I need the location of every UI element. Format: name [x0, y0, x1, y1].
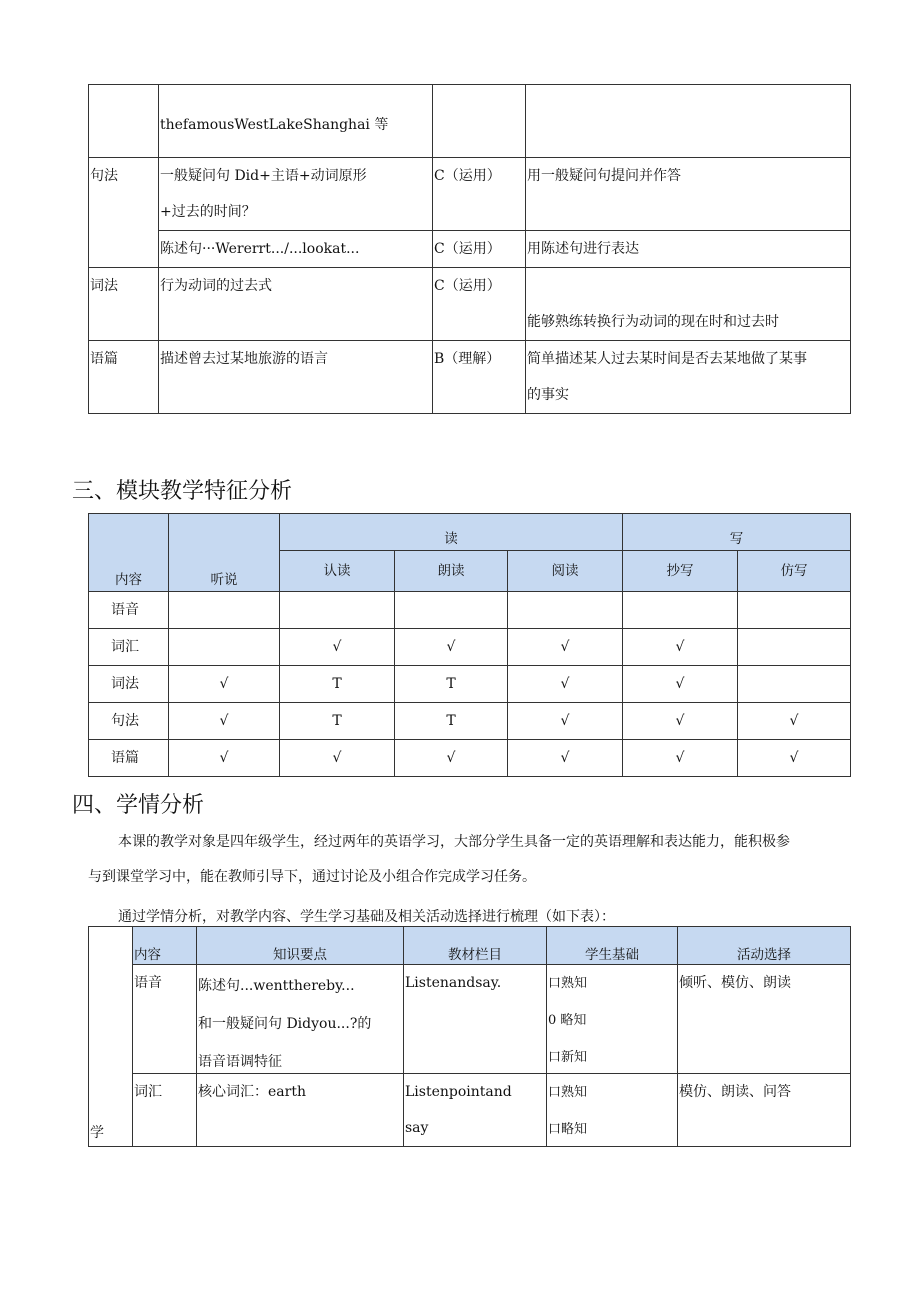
- table2-cell: T: [279, 702, 395, 740]
- section-4-title: 四、学情分析: [72, 793, 205, 818]
- table2-cell: √: [394, 739, 508, 777]
- table3-header: 内容: [132, 926, 197, 965]
- table1-cell: 描述曾去过某地旅游的语言: [158, 340, 433, 414]
- table2-cell: [168, 591, 280, 629]
- table3-cell: 词汇: [132, 1073, 197, 1147]
- table2-cell: √: [737, 739, 851, 777]
- table3-cell: 语音: [132, 964, 197, 1074]
- table1-cell: 语篇: [88, 340, 159, 414]
- table1-cell: C（运用）: [432, 267, 526, 341]
- paragraph: 本课的教学对象是四年级学生，经过两年的英语学习，大部分学生具备一定的英语理解和表达能力，能积极参: [118, 834, 790, 850]
- table2-cell: 语音: [88, 591, 169, 629]
- table2-cell: √: [279, 739, 395, 777]
- table2-cell: √: [394, 628, 508, 666]
- section-3-title: 三、模块教学特征分析: [72, 479, 293, 504]
- table1-cell: C（运用）: [432, 157, 526, 231]
- header-content: 内容: [88, 513, 169, 592]
- header-read: 读: [279, 513, 623, 551]
- table2-cell: 词汇: [88, 628, 169, 666]
- table1-cell: C（运用）: [432, 230, 526, 268]
- table1-cell: 用一般疑问句提问并作答: [525, 157, 851, 231]
- table3-header: 活动选择: [677, 926, 851, 965]
- table3-header: 知识要点: [196, 926, 404, 965]
- table3-cell: 倾听、模仿、朗读: [677, 964, 851, 1074]
- table2-cell: 语篇: [88, 739, 169, 777]
- table2-cell: [168, 628, 280, 666]
- table1-cell: [88, 84, 159, 158]
- table1-cell: 简单描述某人过去某时间是否去某地做了某事 的事实: [525, 340, 851, 414]
- table3-cell: 口熟知 口略知: [546, 1073, 678, 1147]
- table1-cell: 词法: [88, 267, 159, 341]
- table2-cell: √: [622, 628, 738, 666]
- header-sub: 仿写: [737, 550, 851, 592]
- table2-cell: √: [168, 702, 280, 740]
- header-sub: 朗读: [394, 550, 508, 592]
- table2-cell: √: [168, 665, 280, 703]
- side-label: 学: [88, 926, 133, 1147]
- table2-cell: [394, 591, 508, 629]
- table1-cell: B（理解）: [432, 340, 526, 414]
- table3-header: 教材栏目: [403, 926, 547, 965]
- table2-cell: √: [507, 665, 623, 703]
- table1-cell: 陈述句···Wererrt.../...lookat...: [158, 230, 433, 268]
- table1-cell: thefamousWestLakeShanghai 等: [158, 84, 433, 158]
- table2-cell: √: [507, 628, 623, 666]
- header-sub: 抄写: [622, 550, 738, 592]
- table2-cell: [279, 591, 395, 629]
- paragraph: 通过学情分析，对教学内容、学生学习基础及相关活动选择进行梳理（如下表）：: [118, 909, 615, 925]
- paragraph: 与到课堂学习中，能在教师引导下，通过讨论及小组合作完成学习任务。: [88, 869, 536, 885]
- table3-cell: 口熟知 0 略知 口新知: [546, 964, 678, 1074]
- table2-cell: √: [279, 628, 395, 666]
- table1-cell: 句法: [88, 157, 159, 268]
- table3-cell: Listenandsay.: [403, 964, 547, 1074]
- table3-cell: 陈述句...wentthereby... 和一般疑问句 Didyou...?的 语音语调特征: [196, 964, 404, 1074]
- header-listen: 听说: [168, 513, 280, 592]
- header-sub: 认读: [279, 550, 395, 592]
- header-sub: 阅读: [507, 550, 623, 592]
- table2-cell: √: [622, 702, 738, 740]
- table2-cell: T: [394, 702, 508, 740]
- table2-cell: [737, 628, 851, 666]
- table2-cell: √: [737, 702, 851, 740]
- table2-cell: √: [507, 702, 623, 740]
- table2-cell: 句法: [88, 702, 169, 740]
- header-write: 写: [622, 513, 851, 551]
- table3-cell: Listenpointand say: [403, 1073, 547, 1147]
- table1-cell: [525, 84, 851, 158]
- table2-cell: [737, 591, 851, 629]
- table2-cell: √: [622, 739, 738, 777]
- table1-cell: 能够熟练转换行为动词的现在时和过去时: [525, 267, 851, 341]
- table1-cell: 用陈述句进行表达: [525, 230, 851, 268]
- table2-cell: √: [622, 665, 738, 703]
- table3-header: 学生基础: [546, 926, 678, 965]
- table2-cell: [737, 665, 851, 703]
- table2-cell: √: [507, 739, 623, 777]
- table2-cell: √: [168, 739, 280, 777]
- table3-cell: 模仿、朗读、问答: [677, 1073, 851, 1147]
- table2-cell: 词法: [88, 665, 169, 703]
- table1-cell: 行为动词的过去式: [158, 267, 433, 341]
- table2-cell: [507, 591, 623, 629]
- table1-cell: [432, 84, 526, 158]
- table3-cell: 核心词汇：earth: [196, 1073, 404, 1147]
- table1-cell: 一般疑问句 Did+主语+动词原形 +过去的时间？: [158, 157, 433, 231]
- table2-cell: T: [394, 665, 508, 703]
- table2-cell: [622, 591, 738, 629]
- table2-cell: T: [279, 665, 395, 703]
